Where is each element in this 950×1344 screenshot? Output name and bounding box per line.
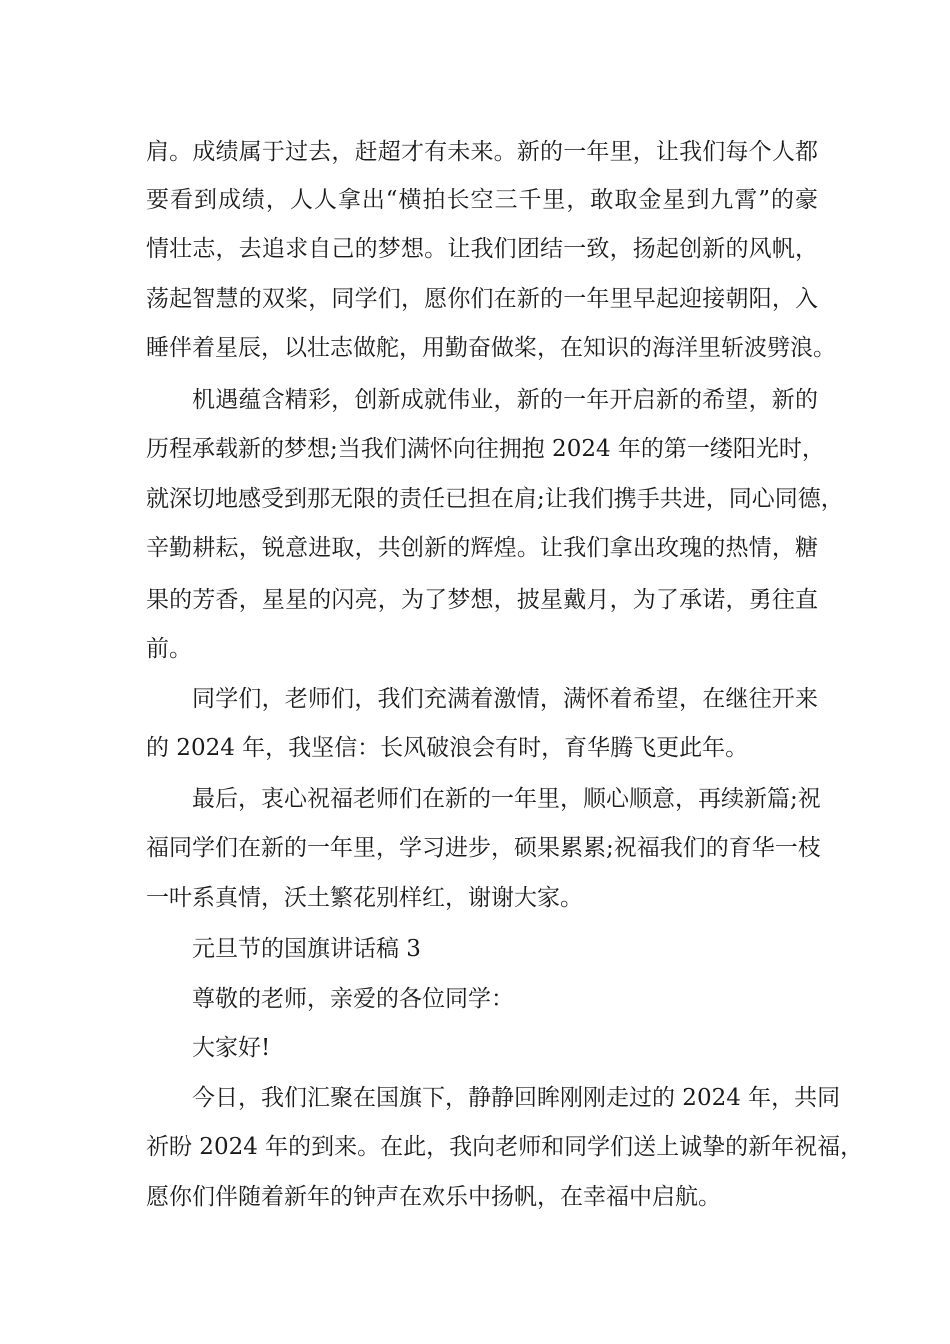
paragraph-start-line: 最后，衷心祝福老师们在新的一年里，顺心顺意，再续新篇;祝 (192, 786, 821, 812)
section-heading: 元旦节的国旗讲话稿 3 (192, 936, 421, 962)
text-line: 的 2024 年，我坚信：长风破浪会有时，育华腾飞更此年。 (146, 735, 749, 761)
text-line: 辛勤耕耘，锐意进取，共创新的辉煌。让我们拿出玫瑰的热情，糖 (146, 535, 818, 561)
text-line: 要看到成绩，人人拿出“横拍长空三千里，敢取金星到九霄”的豪 (146, 187, 818, 213)
paragraph-start-line: 同学们，老师们，我们充满着激情，满怀着希望，在继往开来 (192, 686, 818, 712)
text-line: 前。 (146, 636, 192, 662)
text-line: 祈盼 2024 年的到来。在此，我向老师和同学们送上诚挚的新年祝福， (146, 1134, 864, 1160)
text-line: 愿你们伴随着新年的钟声在欢乐中扬帆，在幸福中启航。 (146, 1184, 721, 1210)
text-line: 历程承载新的梦想;当我们满怀向往拥抱 2024 年的第一缕阳光时， (146, 436, 825, 462)
text-line: 一叶系真情，沃土繁花别样红，谢谢大家。 (146, 885, 583, 911)
text-line: 就深切地感受到那无限的责任已担在肩;让我们携手共进，同心同德， (146, 486, 844, 512)
text-line: 荡起智慧的双桨，同学们，愿你们在新的一年里早起迎接朝阳，入 (146, 286, 818, 312)
text-line: 睡伴着星辰，以壮志做舵，用勤奋做桨，在知识的海洋里斩波劈浪。 (146, 335, 836, 361)
paragraph-start-line: 今日，我们汇聚在国旗下，静静回眸刚刚走过的 2024 年，共同 (192, 1085, 841, 1111)
paragraph-start-line: 机遇蕴含精彩，创新成就伟业，新的一年开启新的希望，新的 (192, 387, 818, 413)
text-line: 果的芳香，星星的闪亮，为了梦想，披星戴月，为了承诺，勇往直 (146, 587, 818, 613)
greeting: 大家好! (192, 1035, 271, 1061)
salutation: 尊敬的老师，亲爱的各位同学： (192, 986, 514, 1012)
text-line: 福同学们在新的一年里，学习进步，硕果累累;祝福我们的育华一枝 (146, 835, 821, 861)
text-line: 肩。成绩属于过去，赶超才有未来。新的一年里，让我们每个人都 (146, 139, 818, 165)
text-line: 情壮志，去追求自己的梦想。让我们团结一致，扬起创新的风帆， (146, 236, 818, 262)
